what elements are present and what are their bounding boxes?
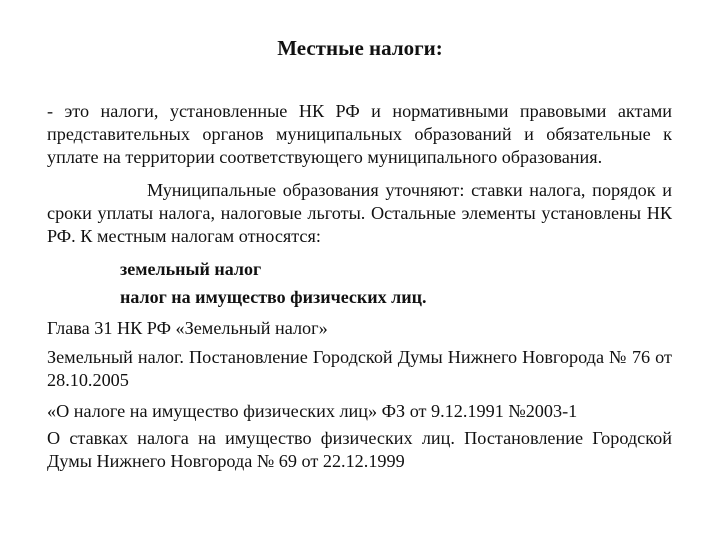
reference-item: Глава 31 НК РФ «Земельный налог» <box>47 318 328 338</box>
local-tax-item-land: земельный налог <box>120 259 262 279</box>
municipal-note-paragraph: Муниципальные образования уточняют: ставки налога, порядок и сроки уплаты налога, налоговые льготы. Остальные элементы установлены НК РФ. К местным налогам относятся: <box>47 180 672 246</box>
definition-paragraph: - это налоги, установленные НК РФ и нормативными правовыми актами представительных органов муниципальных образований и обязательные к уплате на территории соответствующего муниципального образования. <box>47 101 672 167</box>
slide-title: Местные налоги: <box>277 36 443 60</box>
reference-item: «О налоге на имущество физических лиц» ФЗ от 9.12.1991 №2003-1 <box>47 401 578 421</box>
reference-item: Земельный налог. Постановление Городской Думы Нижнего Новгорода № 76 от 28.10.2005 <box>47 347 672 390</box>
reference-item: О ставках налога на имущество физических лиц. Постановление Городской Думы Нижнего Новгорода № 69 от 22.12.1999 <box>47 428 672 471</box>
local-tax-item-property: налог на имущество физических лиц. <box>120 287 427 307</box>
